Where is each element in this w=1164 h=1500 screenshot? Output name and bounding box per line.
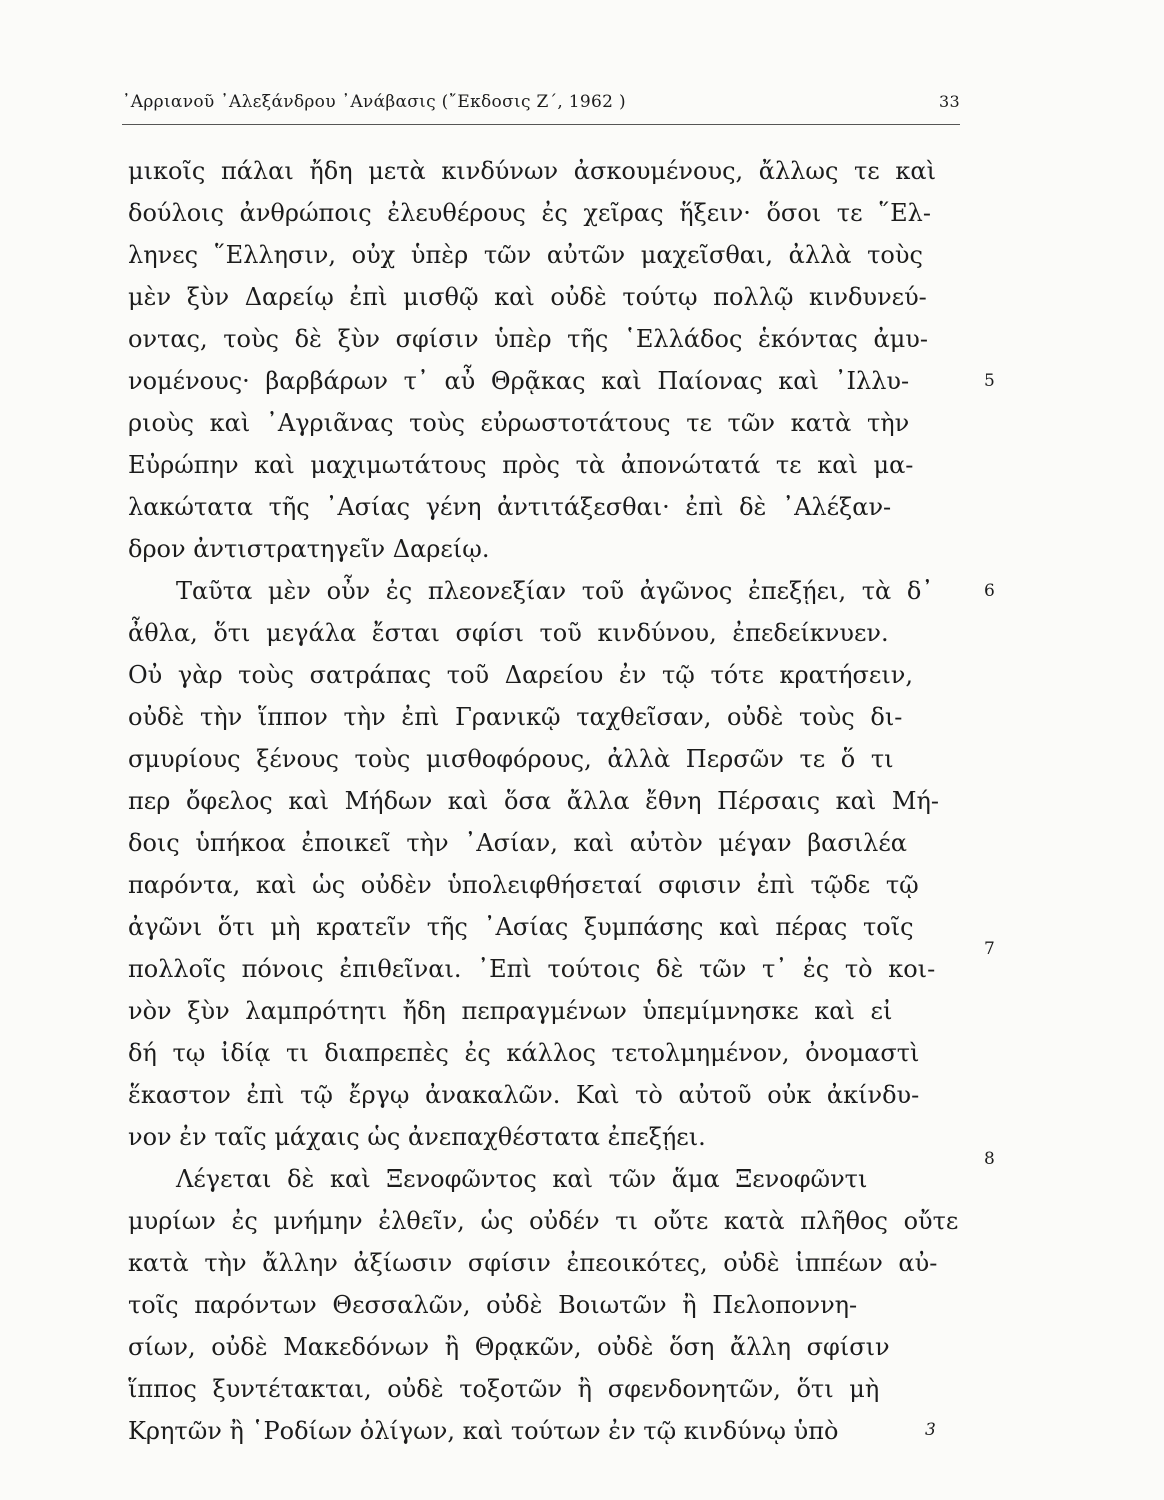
signature-mark: 3 bbox=[925, 1420, 936, 1440]
text-line: ἕκαστον ἐπὶ τῷ ἔργῳ ἀνακαλῶν. Καὶ τὸ αὐτοῦ οὐκ ἀκίνδυ- bbox=[128, 1081, 920, 1109]
text-line: μὲν ξὺν Δαρείῳ ἐπὶ μισθῷ καὶ οὐδὲ τούτῳ πολλῷ κινδυνεύ- bbox=[128, 283, 927, 311]
text-line: Λέγεται δὲ καὶ Ξενοφῶντος καὶ τῶν ἅμα Ξενοφῶντι bbox=[176, 1165, 868, 1193]
text-line: ληνες ῞Ελλησιν, οὐχ ὑπὲρ τῶν αὐτῶν μαχεῖσθαι, ἀλλὰ τοὺς bbox=[128, 241, 923, 269]
text-line: οὐδὲ τὴν ἵππον τὴν ἐπὶ Γρανικῷ ταχθεῖσαν, οὐδὲ τοὺς δι- bbox=[128, 703, 903, 731]
text-line: ἆθλα, ὅτι μεγάλα ἔσται σφίσι τοῦ κινδύνου, ἐπεδείκνυεν. bbox=[128, 619, 889, 647]
text-line: κατὰ τὴν ἄλλην ἀξίωσιν σφίσιν ἐπεοικότες, οὐδὲ ἱππέων αὐ- bbox=[128, 1249, 938, 1277]
text-line: οντας, τοὺς δὲ ξὺν σφίσιν ὑπὲρ τῆς ῾Ελλάδος ἑκόντας ἀμυ- bbox=[128, 325, 929, 353]
text-line: ριοὺς καὶ ᾿Αγριᾶνας τοὺς εὐρωστοτάτους τε τῶν κατὰ τὴν bbox=[128, 409, 910, 437]
section-number: 6 bbox=[984, 581, 995, 601]
text-line: δοις ὑπήκοα ἐποικεῖ τὴν ᾿Ασίαν, καὶ αὐτὸν μέγαν βασιλέα bbox=[128, 829, 907, 857]
page-number: 33 bbox=[939, 92, 960, 111]
text-line: νὸν ξὺν λαμπρότητι ἤδη πεπραγμένων ὑπεμίμνησκε καὶ εἰ bbox=[128, 997, 893, 1025]
text-line: παρόντα, καὶ ὡς οὐδὲν ὑπολειφθήσεταί σφισιν ἐπὶ τῷδε τῷ bbox=[128, 871, 919, 899]
text-line: μυρίων ἐς μνήμην ἐλθεῖν, ὡς οὐδέν τι οὔτε κατὰ πλῆθος οὔτε bbox=[128, 1207, 959, 1235]
running-title: ᾿Αρριανοῦ ᾿Αλεξάνδρου ᾿Ανάβασις (῎Εκδοσις Ζ΄, 1962 ) bbox=[122, 92, 626, 112]
section-number: 8 bbox=[984, 1149, 995, 1169]
text-line: Εὐρώπην καὶ μαχιμωτάτους πρὸς τὰ ἀπονώτατά τε καὶ μα- bbox=[128, 451, 914, 479]
text-line: ἵππος ξυντέτακται, οὐδὲ τοξοτῶν ἢ σφενδονητῶν, ὅτι μὴ bbox=[128, 1375, 880, 1403]
text-line: νομένους· βαρβάρων τ᾿ αὖ Θρᾷκας καὶ Παίονας καὶ ᾿Ιλλυ- bbox=[128, 367, 910, 395]
text-line: μικοῖς πάλαι ἤδη μετὰ κινδύνων ἀσκουμένους, ἄλλως τε καὶ bbox=[128, 157, 936, 185]
text-line: δή τῳ ἰδίᾳ τι διαπρεπὲς ἐς κάλλος τετολμημένον, ὀνομαστὶ bbox=[128, 1039, 920, 1067]
text-line: σίων, οὐδὲ Μακεδόνων ἢ Θρᾳκῶν, οὐδὲ ὅση ἄλλη σφίσιν bbox=[128, 1333, 890, 1361]
text-line: Κρητῶν ἢ ῾Ροδίων ὀλίγων, καὶ τούτων ἐν τῷ κινδύνῳ ὑπὸ bbox=[128, 1417, 839, 1445]
text-line: ἀγῶνι ὅτι μὴ κρατεῖν τῆς ᾿Ασίας ξυμπάσης καὶ πέρας τοῖς bbox=[128, 913, 914, 941]
text-line: νον ἐν ταῖς μάχαις ὡς ἀνεπαχθέστατα ἐπεξῄει. bbox=[128, 1123, 706, 1151]
text-line: δούλοις ἀνθρώποις ἐλευθέρους ἐς χεῖρας ἥξειν· ὅσοι τε ῞Ελ- bbox=[128, 199, 931, 227]
text-line: δρον ἀντιστρατηγεῖν Δαρείῳ. bbox=[128, 535, 490, 563]
text-line: Οὐ γὰρ τοὺς σατράπας τοῦ Δαρείου ἐν τῷ τότε κρατήσειν, bbox=[128, 661, 913, 689]
text-line: τοῖς παρόντων Θεσσαλῶν, οὐδὲ Βοιωτῶν ἢ Πελοποννη- bbox=[128, 1291, 858, 1319]
text-line: λακώτατα τῆς ᾿Ασίας γένη ἀντιτάξεσθαι· ἐπὶ δὲ ᾿Αλέξαν- bbox=[128, 493, 892, 521]
section-number: 5 bbox=[984, 371, 995, 391]
text-line: σμυρίους ξένους τοὺς μισθοφόρους, ἀλλὰ Περσῶν τε ὅ τι bbox=[128, 745, 894, 773]
text-line: Ταῦτα μὲν οὖν ἐς πλεονεξίαν τοῦ ἀγῶνος ἐπεξῄει, τὰ δ᾿ bbox=[176, 577, 934, 605]
section-number: 7 bbox=[984, 939, 995, 959]
text-line: πολλοῖς πόνοις ἐπιθεῖναι. ᾿Επὶ τούτοις δὲ τῶν τ᾿ ἐς τὸ κοι- bbox=[128, 955, 936, 983]
header-rule bbox=[122, 124, 960, 125]
text-line: περ ὄφελος καὶ Μήδων καὶ ὅσα ἄλλα ἔθνη Πέρσαις καὶ Μή- bbox=[128, 787, 939, 815]
